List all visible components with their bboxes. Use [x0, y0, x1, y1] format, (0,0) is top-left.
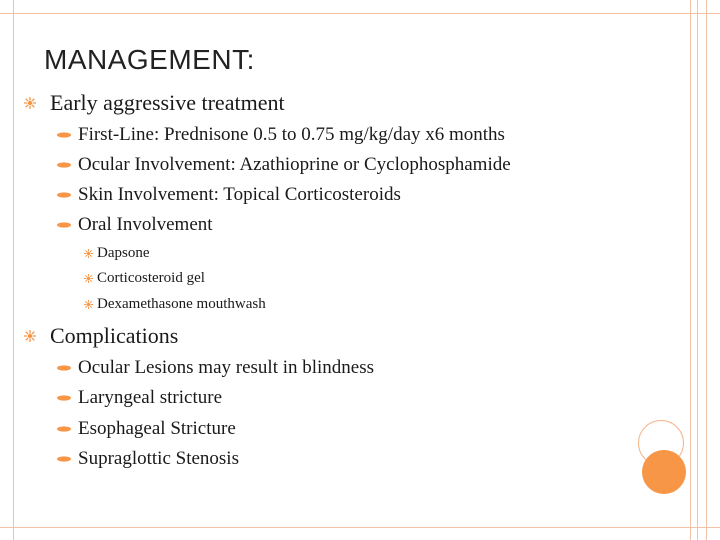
- slide-title: MANAGEMENT:: [44, 44, 255, 75]
- list-item-label: Oral Involvement: [78, 214, 213, 235]
- sub-list-item-label: Corticosteroid gel: [97, 270, 205, 286]
- lens-bullet-icon: [56, 455, 72, 463]
- list-item: [56, 357, 374, 379]
- list-item: [56, 124, 505, 146]
- sun-bullet-icon: [24, 330, 36, 342]
- list-item-label: Laryngeal stricture: [78, 387, 223, 408]
- list-item: [56, 184, 401, 206]
- lens-bullet-icon: [56, 221, 72, 229]
- left-border-line: [13, 0, 14, 540]
- bottom-border-line: [0, 527, 720, 528]
- section-heading-treatment: [24, 90, 285, 116]
- sub-list-item: [84, 270, 205, 287]
- sun-bullet-icon: [84, 249, 93, 258]
- lens-bullet-icon: [56, 364, 72, 372]
- list-item-label: Supraglottic Stenosis: [78, 448, 239, 469]
- right-border-line-3: [706, 0, 707, 540]
- list-item: [56, 418, 236, 440]
- section-heading-label: Complications: [50, 323, 179, 348]
- section-heading-complications: [24, 323, 178, 349]
- sub-list-item: [84, 245, 150, 262]
- sun-bullet-icon: [84, 274, 93, 283]
- lens-bullet-icon: [56, 131, 72, 139]
- lens-bullet-icon: [56, 425, 72, 433]
- top-border-line: [0, 13, 720, 14]
- list-item: [56, 154, 511, 176]
- sub-list-item: [84, 296, 266, 313]
- list-item: [56, 448, 239, 470]
- list-item-label: Skin Involvement: Topical Corticosteroids: [78, 184, 401, 205]
- list-item-label: Ocular Lesions may result in blindness: [78, 357, 375, 378]
- sub-list-item-label: Dexamethasone mouthwash: [97, 296, 266, 312]
- lens-bullet-icon: [56, 394, 72, 402]
- list-item-label: Esophageal Stricture: [78, 418, 236, 439]
- list-item-label: First-Line: Prednisone 0.5 to 0.75 mg/kg/day x6 months: [78, 124, 505, 145]
- filled-circle-decoration: [642, 450, 686, 494]
- right-border-line-2: [697, 0, 698, 540]
- right-border-line-1: [690, 0, 691, 540]
- sun-bullet-icon: [84, 300, 93, 309]
- lens-bullet-icon: [56, 161, 72, 169]
- list-item: [56, 387, 222, 409]
- lens-bullet-icon: [56, 191, 72, 199]
- sub-list-item-label: Dapsone: [97, 245, 150, 261]
- sun-bullet-icon: [24, 97, 36, 109]
- list-item-label: Ocular Involvement: Azathioprine or Cyclophosphamide: [78, 154, 511, 175]
- list-item: [56, 214, 213, 236]
- section-heading-label: Early aggressive treatment: [50, 90, 285, 115]
